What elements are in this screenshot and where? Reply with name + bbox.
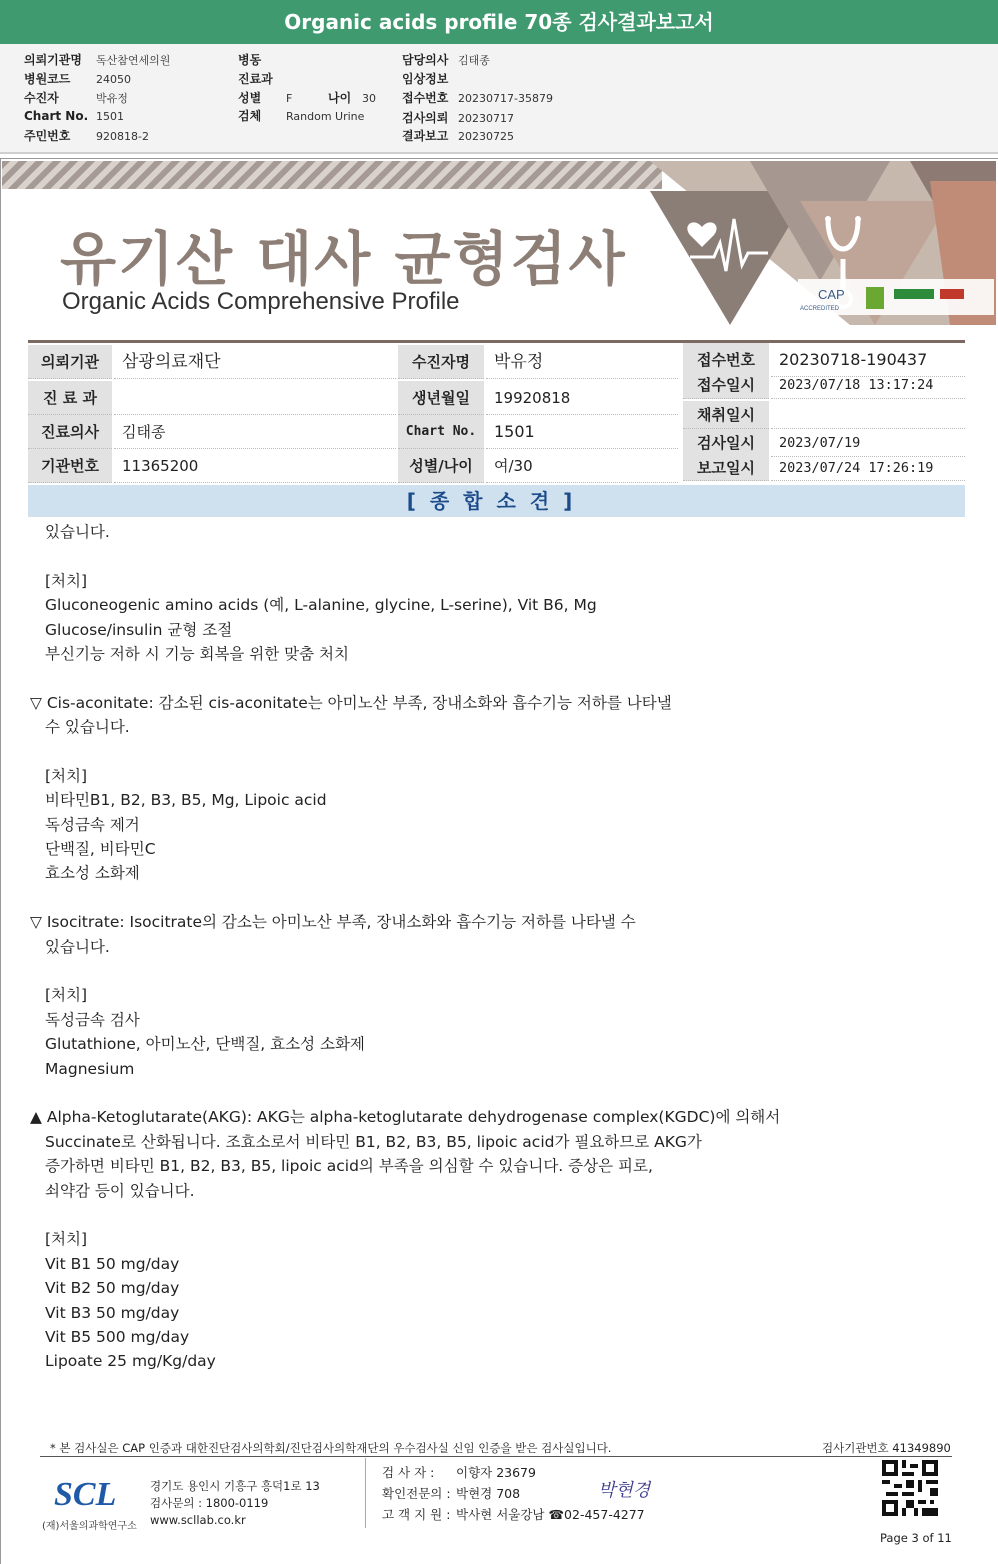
summary-header: [종합소견] — [28, 485, 965, 517]
label-chart-no: Chart No. — [398, 415, 484, 449]
summary-line: 있습니다. — [45, 523, 110, 541]
summary-line: 독성금속 제거 — [45, 815, 140, 834]
cap-logo: CAP — [818, 287, 845, 302]
summary-line: [처치] — [45, 986, 88, 1005]
label-collect-date: 채취일시 — [683, 401, 769, 429]
value-receipt-date: 2023/07/18 13:17:24 — [771, 371, 965, 399]
value-chart-no: 1501 — [486, 415, 678, 449]
patient-info-table — [28, 340, 965, 480]
accreditation-note: * 본 검사실은 CAP 인증과 대한진단검사의학회/진단검사의학재단의 우수검사실 신임 인증을 받은 검사실입니다. — [50, 1441, 612, 1455]
summary-line: Succinate로 산화됩니다. 조효소로서 비타민 B1, B2, B3, B5, lipoic acid가 필요하므로 AKG가 — [45, 1132, 702, 1151]
kola-logo — [894, 289, 934, 299]
support-value: 박사현 서울강남 ☎02-457-4277 — [456, 1507, 645, 1522]
info-clinical: 임상정보 — [402, 72, 449, 86]
scl-logo: SCL — [54, 1476, 117, 1513]
summary-line — [30, 959, 960, 983]
value-patient-name: 박유정 — [486, 345, 678, 379]
banner-title-ko: 유기산 대사 균형검사 — [60, 225, 627, 293]
value-department — [114, 381, 396, 415]
footer-vertical-divider — [365, 1458, 366, 1528]
scl-logo-subtitle: (재)서울의과학연구소 — [42, 1521, 137, 1532]
tester-label: 검 사 자 : — [382, 1465, 435, 1480]
info-report-date: 결과보고 20230725 — [402, 129, 514, 143]
summary-line — [30, 666, 960, 690]
tester-value: 이향자 23679 — [456, 1465, 536, 1480]
summary-line: [처치] — [45, 1230, 88, 1249]
value-collect-date — [771, 401, 965, 429]
website-link[interactable]: www.scllab.co.kr — [150, 1513, 246, 1527]
label-test-date: 검사일시 — [683, 429, 769, 457]
info-specimen: 검체 Random Urine — [238, 109, 365, 123]
summary-line: Vit B5 500 mg/day — [45, 1327, 190, 1346]
summary-line: [처치] — [45, 766, 88, 785]
inst-number: 검사기관번호 41349890 — [822, 1441, 951, 1455]
signature: 박현경 — [598, 1480, 651, 1501]
report-title: Organic acids profile 70종 검사결과보고서 — [0, 0, 998, 44]
qr-code-icon — [882, 1460, 938, 1516]
summary-line: ▲ Alpha-Ketoglutarate(AKG): AKG는 alpha-ketoglutarate dehydrogenase complex(KGDC)에 의해서 — [30, 1108, 781, 1127]
info-resident-no: 주민번호 920818-2 — [24, 129, 149, 143]
summary-line: 효소성 소화제 — [45, 864, 140, 883]
summary-line — [30, 886, 960, 910]
label-institution: 의뢰기관 — [28, 345, 112, 379]
address-line: 경기도 용인시 기흥구 흥덕1로 13 — [150, 1479, 320, 1493]
summary-line: ▽ Cis-aconitate: 감소된 cis-aconitate는 아미노산 부족, 장내소화와 흡수기능 저하를 나타낼 — [30, 693, 672, 712]
contact-line: 검사문의 : 1800-0119 — [150, 1496, 269, 1510]
order-info-panel — [0, 44, 998, 154]
anab-logo — [940, 289, 964, 299]
summary-line: Magnesium — [45, 1059, 135, 1078]
label-receipt-no: 접수번호 — [683, 343, 769, 377]
value-sex-age: 여/30 — [486, 449, 678, 483]
summary-line: Gluconeogenic amino acids (예, L-alanine, glycine, L-serine), Vit B6, Mg — [45, 596, 597, 615]
info-sex: 성별 F — [238, 91, 293, 105]
info-receipt-no: 접수번호 20230717-35879 — [402, 91, 553, 105]
summary-line: [처치] — [45, 571, 88, 590]
summary-line: ▽ Isocitrate: Isocitrate의 감소는 아미노산 부족, 장내소화와 흡수기능 저하를 나타낼 수 — [30, 913, 636, 932]
summary-line — [30, 740, 960, 764]
info-patient: 수진자 박유정 — [24, 91, 128, 105]
summary-line: Vit B1 50 mg/day — [45, 1254, 180, 1273]
value-doctor: 김태종 — [114, 415, 396, 449]
summary-line: 증가하면 비타민 B1, B2, B3, B5, lipoic acid의 부족을 의심할 수 있습니다. 증상은 피로, — [45, 1157, 653, 1176]
info-department: 진료과 — [238, 72, 273, 86]
summary-line: Vit B3 50 mg/day — [45, 1303, 180, 1322]
label-doctor: 진료의사 — [28, 415, 112, 449]
label-inst-code: 기관번호 — [28, 449, 112, 483]
summary-line: 부신기능 저하 시 기능 회복을 위한 맞춤 처치 — [45, 644, 350, 663]
summary-line: Lipoate 25 mg/Kg/day — [45, 1352, 216, 1371]
lab-address — [150, 1478, 320, 1529]
summary-line: 단백질, 비타민C — [45, 840, 156, 859]
summary-line — [30, 544, 960, 568]
summary-line: Glutathione, 아미노산, 단백질, 효소성 소화제 — [45, 1035, 365, 1054]
label-sex-age: 성별/나이 — [398, 449, 484, 483]
summary-line: Glucose/insulin 균형 조절 — [45, 620, 233, 639]
summary-line: 수 있습니다. — [45, 718, 130, 737]
label-receipt-date: 접수일시 — [683, 371, 769, 399]
info-chart-no: Chart No. 1501 — [24, 109, 124, 123]
lm-logo — [866, 287, 884, 309]
value-test-date: 2023/07/19 — [771, 429, 965, 457]
summary-line: Vit B2 50 mg/day — [45, 1279, 180, 1298]
value-receipt-no: 20230718-190437 — [771, 343, 965, 377]
support-label: 고 객 지 원 : — [382, 1507, 451, 1522]
summary-line: 쇠약감 등이 있습니다. — [45, 1181, 195, 1200]
banner-title-en: Organic Acids Comprehensive Profile — [62, 288, 460, 315]
label-department: 진 료 과 — [28, 381, 112, 415]
footer-divider — [40, 1456, 952, 1457]
value-report-date: 2023/07/24 17:26:19 — [771, 455, 965, 481]
cap-logo-sub: ACCREDITED — [800, 306, 840, 312]
summary-line — [30, 1081, 960, 1105]
info-hospital: 의뢰기관명 독산참연세의원 — [24, 53, 171, 67]
value-inst-code: 11365200 — [114, 449, 396, 483]
summary-line: 있습니다. — [45, 937, 110, 956]
summary-line — [30, 1203, 960, 1227]
summary-line: 비타민B1, B2, B3, B5, Mg, Lipoic acid — [45, 791, 327, 810]
specialist-label: 확인전문의 : — [382, 1486, 451, 1501]
label-report-date: 보고일시 — [683, 455, 769, 481]
info-request-date: 검사의뢰 20230717 — [402, 111, 514, 125]
summary-body — [30, 520, 960, 1374]
label-birth: 생년월일 — [398, 381, 484, 415]
page-number: Page 3 of 11 — [880, 1531, 952, 1545]
info-hospital-code: 병원코드 24050 — [24, 72, 131, 86]
banner-graphic — [650, 161, 996, 325]
decorative-stripe — [2, 161, 662, 189]
value-birth: 19920818 — [486, 381, 678, 415]
label-patient-name: 수진자명 — [398, 345, 484, 379]
info-ward: 병동 — [238, 53, 262, 67]
specialist-value: 박현경 708 — [456, 1486, 521, 1501]
info-age: 나이 30 — [328, 91, 376, 105]
info-doctor: 담당의사 김태종 — [402, 53, 490, 67]
summary-line: 독성금속 검사 — [45, 1010, 140, 1029]
value-institution: 삼광의료재단 — [114, 345, 396, 379]
